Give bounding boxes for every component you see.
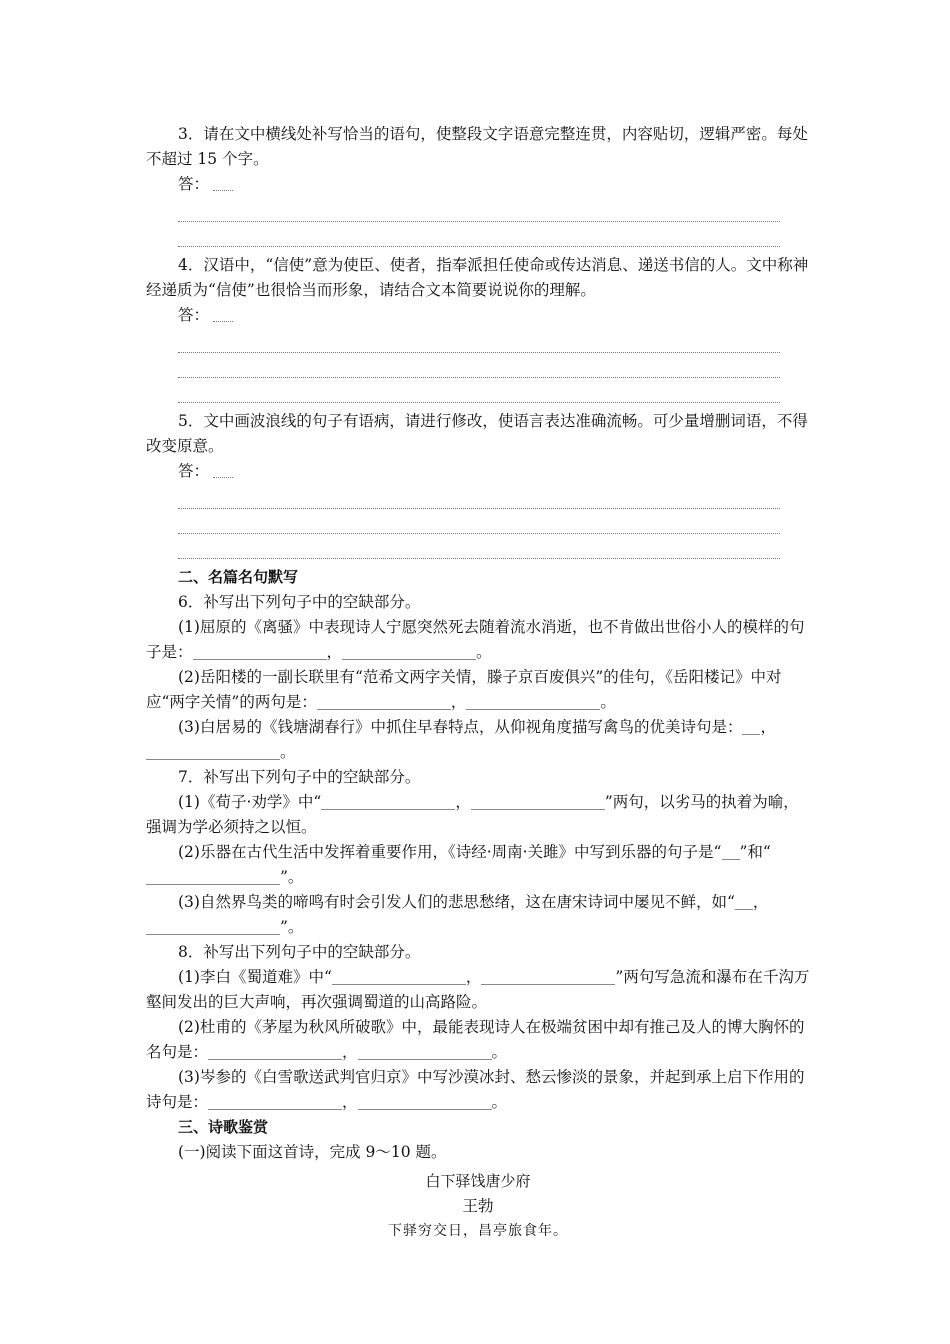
fill-blank[interactable] bbox=[358, 1045, 492, 1060]
question-7-stem: 7．补写出下列句子中的空缺部分。 bbox=[178, 768, 421, 786]
answer-line[interactable] bbox=[178, 534, 780, 559]
fill-blank[interactable] bbox=[332, 970, 466, 985]
document-page bbox=[146, 122, 810, 1244]
answer-line[interactable] bbox=[178, 328, 780, 353]
fill-blank[interactable] bbox=[146, 870, 280, 885]
answer-blank[interactable] bbox=[213, 307, 233, 322]
answer-line[interactable] bbox=[178, 378, 780, 403]
answer-row-3 bbox=[146, 172, 810, 197]
question-6-stem: 6．补写出下列句子中的空缺部分。 bbox=[178, 593, 421, 611]
question-3-text: 3．请在文中横线处补写恰当的语句，使整段文字语意完整连贯，内容贴切，逻辑严密。每处不超过 15 个字。 bbox=[146, 125, 808, 168]
poem-title: 白下驿饯唐少府 bbox=[425, 1172, 531, 1190]
poem-author: 王勃 bbox=[462, 1197, 494, 1215]
question-8-item-3: (3)岑参的《白雪歌送武判官归京》中写沙漠冰封、愁云惨淡的景象，并起到承上启下作用的诗句是： ， 。 bbox=[146, 1068, 805, 1111]
answer-lines-3 bbox=[146, 197, 810, 247]
answer-lines-4 bbox=[146, 328, 810, 403]
question-7-item-3: (3)自然界鸟类的啼鸣有时会引发人们的悲思愁绪，这在唐宋诗词中屡见不鲜，如“ ，”。 bbox=[146, 890, 810, 940]
question-5-text: 5．文中画波浪线的句子有语病，请进行修改，使语言表达准确流畅。可少量增删词语，不得改变原意。 bbox=[146, 412, 808, 455]
fill-blank[interactable] bbox=[722, 845, 740, 860]
answer-line[interactable] bbox=[178, 197, 780, 222]
answer-label: 答： bbox=[178, 462, 210, 480]
answer-lines-5 bbox=[146, 484, 810, 559]
answer-label: 答： bbox=[178, 175, 210, 193]
fill-blank[interactable] bbox=[481, 970, 615, 985]
answer-row-5 bbox=[146, 459, 810, 484]
question-8-item-1: (1)李白《蜀道难》中“ ， ”两句写急流和瀑布在千沟万壑间发出的巨大声响，再次强调蜀道的山高路险。 bbox=[146, 968, 810, 1011]
question-7-item-1: (1)《荀子·劝学》中“ ， ”两句，以劣马的执着为喻，强调为学必须持之以恒。 bbox=[146, 793, 799, 836]
question-6-item-2: (2)岳阳楼的一副长联里有“范希文两字关情，滕子京百废俱兴”的佳句，《岳阳楼记》中对应“两字关情”的两句是： ， 。 bbox=[146, 668, 782, 711]
answer-line[interactable] bbox=[178, 509, 780, 534]
answer-line[interactable] bbox=[178, 484, 780, 509]
fill-blank[interactable] bbox=[193, 645, 327, 660]
answer-row-4 bbox=[146, 303, 810, 328]
fill-blank[interactable] bbox=[146, 745, 280, 760]
question-8-stem: 8．补写出下列句子中的空缺部分。 bbox=[178, 943, 421, 961]
answer-label: 答： bbox=[178, 306, 210, 324]
section-3-heading: 三、诗歌鉴赏 bbox=[178, 1118, 269, 1136]
poem-line: 下驿穷交日，昌亭旅食年。 bbox=[388, 1223, 568, 1239]
fill-blank[interactable] bbox=[466, 695, 600, 710]
question-6-item-3: (3)白居易的《钱塘湖春行》中抓住早春特点，从仰视角度描写禽鸟的优美诗句是： ，。 bbox=[146, 715, 810, 765]
fill-blank[interactable] bbox=[358, 1095, 492, 1110]
question-7-item-2: (2)乐器在古代生活中发挥着重要作用，《诗经·周南·关雎》中写到乐器的句子是“ ”和“”。 bbox=[146, 840, 810, 890]
question-4-text: 4．汉语中，“信使”意为使臣、使者，指奉派担任使命或传达消息、递送书信的人。文中称神经递质为“信使”也很恰当而形象，请结合文本简要说说你的理解。 bbox=[146, 256, 809, 299]
poem-intro: (一)阅读下面这首诗，完成 9～10 题。 bbox=[178, 1143, 447, 1161]
answer-blank[interactable] bbox=[213, 463, 233, 478]
answer-line[interactable] bbox=[178, 353, 780, 378]
question-8-item-2: (2)杜甫的《茅屋为秋风所破歌》中，最能表现诗人在极端贫困中却有推己及人的博大胸怀的名句是： ， 。 bbox=[146, 1018, 805, 1061]
section-2-heading: 二、名篇名句默写 bbox=[178, 568, 299, 586]
fill-blank[interactable] bbox=[742, 720, 760, 735]
fill-blank[interactable] bbox=[146, 920, 280, 935]
fill-blank[interactable] bbox=[321, 795, 455, 810]
fill-blank[interactable] bbox=[471, 795, 605, 810]
answer-line[interactable] bbox=[178, 222, 780, 247]
question-6-item-1: (1)屈原的《离骚》中表现诗人宁愿突然死去随着流水消逝，也不肯做出世俗小人的模样的句子是： ， 。 bbox=[146, 618, 805, 661]
answer-blank[interactable] bbox=[213, 176, 233, 191]
fill-blank[interactable] bbox=[317, 695, 451, 710]
fill-blank[interactable] bbox=[208, 1045, 342, 1060]
fill-blank[interactable] bbox=[342, 645, 476, 660]
fill-blank[interactable] bbox=[208, 1095, 342, 1110]
fill-blank[interactable] bbox=[735, 895, 753, 910]
